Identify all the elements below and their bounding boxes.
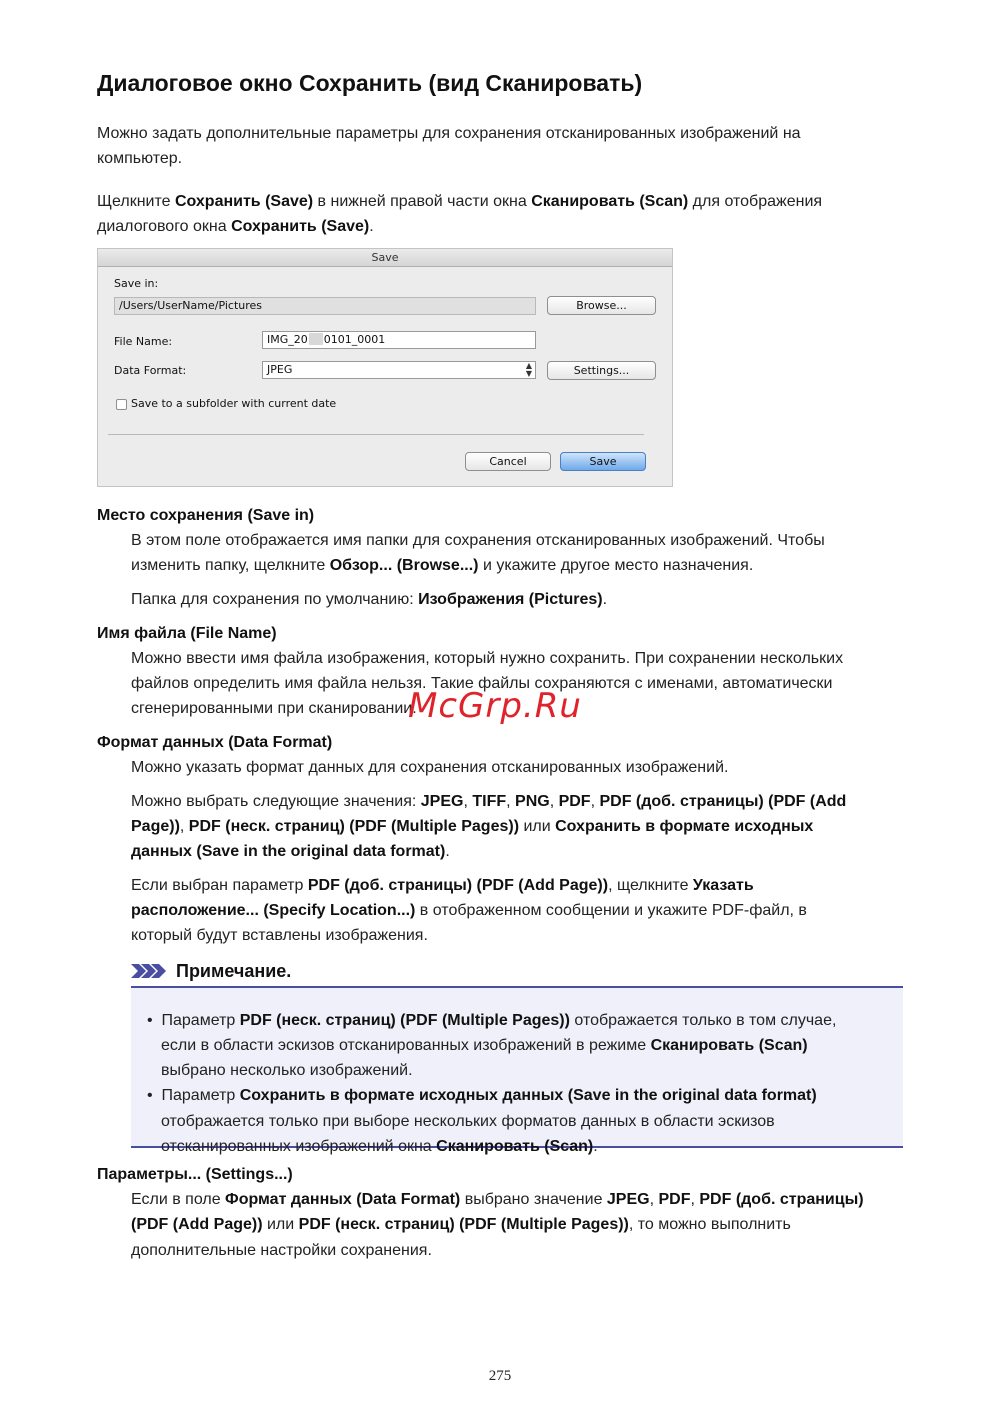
data-format-pdf-1: Если выбран параметр PDF (доб. страницы) (PDF (Add Page)), щелкните Указать bbox=[131, 877, 754, 894]
page-title: Диалоговое окно Сохранить (вид Сканировать) bbox=[97, 70, 643, 96]
file-name-heading: Имя файла (File Name) bbox=[97, 625, 277, 642]
save-in-text-1: В этом поле отображается имя папки для сохранения отсканированных изображений. Чтобы bbox=[131, 532, 825, 549]
page-number: 275 bbox=[488, 1368, 512, 1384]
subfolder-checkbox[interactable] bbox=[116, 399, 127, 410]
file-name-label: File Name: bbox=[114, 335, 173, 348]
intro-line-2: компьютер. bbox=[97, 150, 183, 167]
watermark: McGrp.Ru bbox=[408, 686, 582, 726]
subfolder-label: Save to a subfolder with current date bbox=[131, 397, 337, 410]
save-dialog bbox=[97, 248, 673, 487]
settings-button[interactable]: Settings... bbox=[547, 361, 656, 380]
note-heading: Примечание. bbox=[131, 959, 291, 983]
save-in-text-2: изменить папку, щелкните Обзор... (Browse...) и укажите другое место назначения. bbox=[131, 557, 754, 574]
note-bullet-1-line-1: • Параметр PDF (неск. страниц) (PDF (Multiple Pages)) отображается только в том случае, bbox=[147, 1012, 837, 1029]
note-bullet-2-line-3: отсканированных изображений окна Сканировать (Scan). bbox=[161, 1138, 598, 1155]
save-in-field: /Users/UserName/Pictures bbox=[114, 297, 536, 315]
redacted-block bbox=[309, 333, 323, 345]
settings-heading: Параметры... (Settings...) bbox=[97, 1166, 293, 1183]
note-bullet-2-line-1: • Параметр Сохранить в формате исходных данных (Save in the original data format) bbox=[147, 1087, 817, 1104]
select-arrows-icon: ▲ ▼ bbox=[525, 361, 532, 378]
note-bullet-2-line-2: отображается только при выборе нескольких форматов данных в области эскизов bbox=[161, 1113, 775, 1130]
file-name-text-3: сгенерированными при сканировании. bbox=[131, 700, 417, 717]
data-format-values-1: Можно выбрать следующие значения: JPEG, TIFF, PNG, PDF, PDF (доб. страницы) (PDF (Add bbox=[131, 793, 847, 810]
file-name-input[interactable]: IMG_20 0101_0001 bbox=[262, 331, 536, 349]
file-name-text-1: Можно ввести имя файла изображения, который нужно сохранить. При сохранении нескольких bbox=[131, 650, 844, 667]
save-in-label: Save in: bbox=[114, 277, 159, 290]
data-format-heading: Формат данных (Data Format) bbox=[97, 734, 333, 751]
data-format-pdf-3: который будут вставлены изображения. bbox=[131, 927, 428, 944]
data-format-select[interactable]: JPEG ▲ ▼ bbox=[262, 361, 536, 379]
save-in-heading: Место сохранения (Save in) bbox=[97, 507, 315, 524]
dialog-titlebar: Save bbox=[98, 249, 672, 267]
data-format-text-1: Можно указать формат данных для сохранения отсканированных изображений. bbox=[131, 759, 729, 776]
data-format-values-2: Page)), PDF (неск. страниц) (PDF (Multiple Pages)) или Сохранить в формате исходных bbox=[131, 818, 814, 835]
data-format-values-3: данных (Save in the original data format). bbox=[131, 843, 450, 860]
settings-text-3: дополнительные настройки сохранения. bbox=[131, 1242, 432, 1259]
file-name-text-2: файлов определить имя файла нельзя. Такие файлы сохраняются с именами, автоматически bbox=[131, 675, 833, 692]
click-line-1: Щелкните Сохранить (Save) в нижней правой части окна Сканировать (Scan) для отображения bbox=[97, 193, 823, 210]
settings-text-2: (PDF (Add Page)) или PDF (неск. страниц) (PDF (Multiple Pages)), то можно выполнить bbox=[131, 1216, 791, 1233]
note-arrows-icon bbox=[131, 964, 171, 978]
data-format-pdf-2: расположение... (Specify Location...) в отображенном сообщении и укажите PDF-файл, в bbox=[131, 902, 807, 919]
note-bullet-1-line-2: если в области эскизов отсканированных изображений в режиме Сканировать (Scan) bbox=[161, 1037, 808, 1054]
click-line-2: диалогового окна Сохранить (Save). bbox=[97, 218, 374, 235]
save-button[interactable]: Save bbox=[560, 452, 646, 471]
settings-text-1: Если в поле Формат данных (Data Format) выбрано значение JPEG, PDF, PDF (доб. страницы) bbox=[131, 1191, 864, 1208]
note-bullet-1-line-3: выбрано несколько изображений. bbox=[161, 1062, 413, 1079]
browse-button[interactable]: Browse... bbox=[547, 296, 656, 315]
intro-line-1: Можно задать дополнительные параметры для сохранения отсканированных изображений на bbox=[97, 125, 801, 142]
dialog-separator bbox=[108, 434, 644, 435]
save-in-default: Папка для сохранения по умолчанию: Изображения (Pictures). bbox=[131, 591, 608, 608]
data-format-label: Data Format: bbox=[114, 364, 187, 377]
cancel-button[interactable]: Cancel bbox=[465, 452, 551, 471]
